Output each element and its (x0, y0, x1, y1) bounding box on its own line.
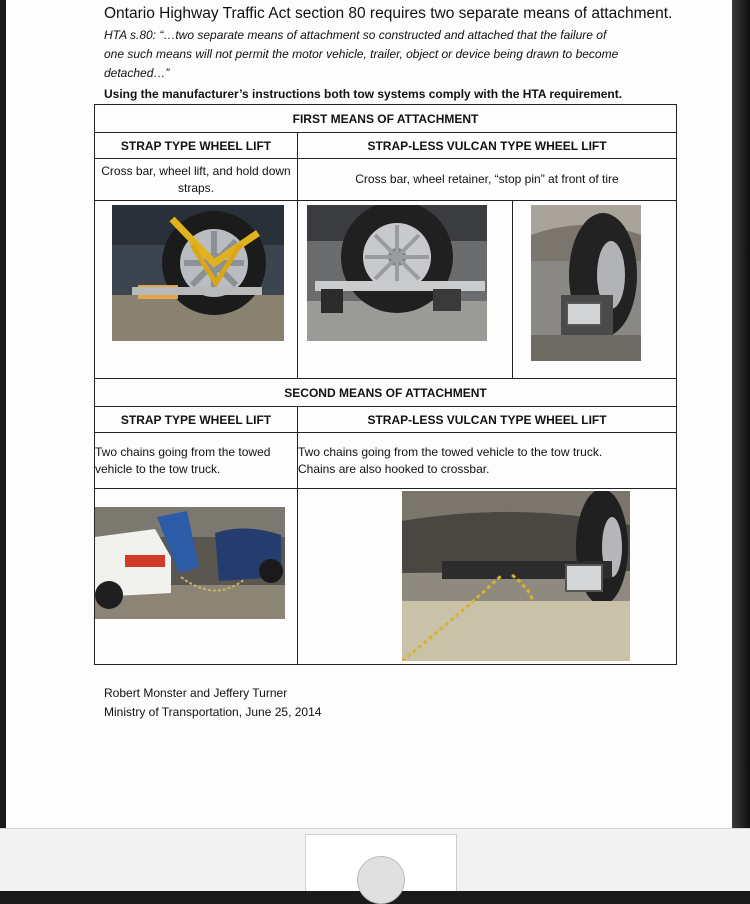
document-title: Ontario Highway Traffic Act section 80 requires two separate means of attachment. (104, 5, 673, 22)
scanner-tab-notch (357, 856, 405, 904)
first-strap-description: Cross bar, wheel lift, and hold down straps. (95, 159, 298, 201)
first-vulcan-description: Cross bar, wheel retainer, “stop pin” at front of tire (298, 159, 677, 201)
page-edge-shadow (732, 0, 750, 890)
document-header (104, 4, 684, 103)
first-stop-pin-photo-cell (513, 201, 677, 379)
attachment-table (94, 104, 677, 665)
hta-quote-line: detached…” (104, 66, 170, 80)
second-col-strap-header: STRAP TYPE WHEEL LIFT (95, 407, 298, 433)
second-strap-description: Two chains going from the towed vehicle to the tow truck. (95, 433, 298, 489)
second-vulcan-description-line: Two chains going from the towed vehicle to the tow truck. (298, 444, 603, 459)
second-vulcan-description-line: Chains are also hooked to crossbar. (298, 461, 490, 476)
hta-quote-line: HTA s.80: “…two separate means of attachment so constructed and attached that the failure of (104, 28, 607, 42)
second-strap-photo-cell (95, 489, 298, 665)
tow-truck-chains-photo (95, 507, 285, 619)
first-strap-photo-cell (95, 201, 298, 379)
second-means-title: SECOND MEANS OF ATTACHMENT (95, 379, 677, 407)
document-footer (104, 684, 321, 722)
first-means-title: FIRST MEANS OF ATTACHMENT (95, 105, 677, 133)
authors: Robert Monster and Jeffery Turner (104, 686, 288, 700)
stop-pin-photo (531, 205, 641, 361)
second-col-vulcan-header: STRAP-LESS VULCAN TYPE WHEEL LIFT (298, 407, 677, 433)
first-vulcan-photo-cell (298, 201, 513, 379)
strap-wheel-lift-photo (112, 205, 284, 341)
hta-quote (104, 26, 684, 83)
first-col-strap-header: STRAP TYPE WHEEL LIFT (95, 133, 298, 159)
hta-quote-line: one such means will not permit the motor vehicle, trailer, object or device being drawn to become (104, 47, 619, 61)
first-col-vulcan-header: STRAP-LESS VULCAN TYPE WHEEL LIFT (298, 133, 677, 159)
organization-date: Ministry of Transportation, June 25, 2014 (104, 705, 322, 719)
second-vulcan-description (298, 433, 677, 489)
vulcan-chains-photo (402, 491, 630, 661)
second-vulcan-photo-cell (298, 489, 677, 665)
vulcan-wheel-retainer-photo (307, 205, 487, 341)
requirement-statement: Using the manufacturer’s instructions both tow systems comply with the HTA requirement. (104, 87, 623, 101)
